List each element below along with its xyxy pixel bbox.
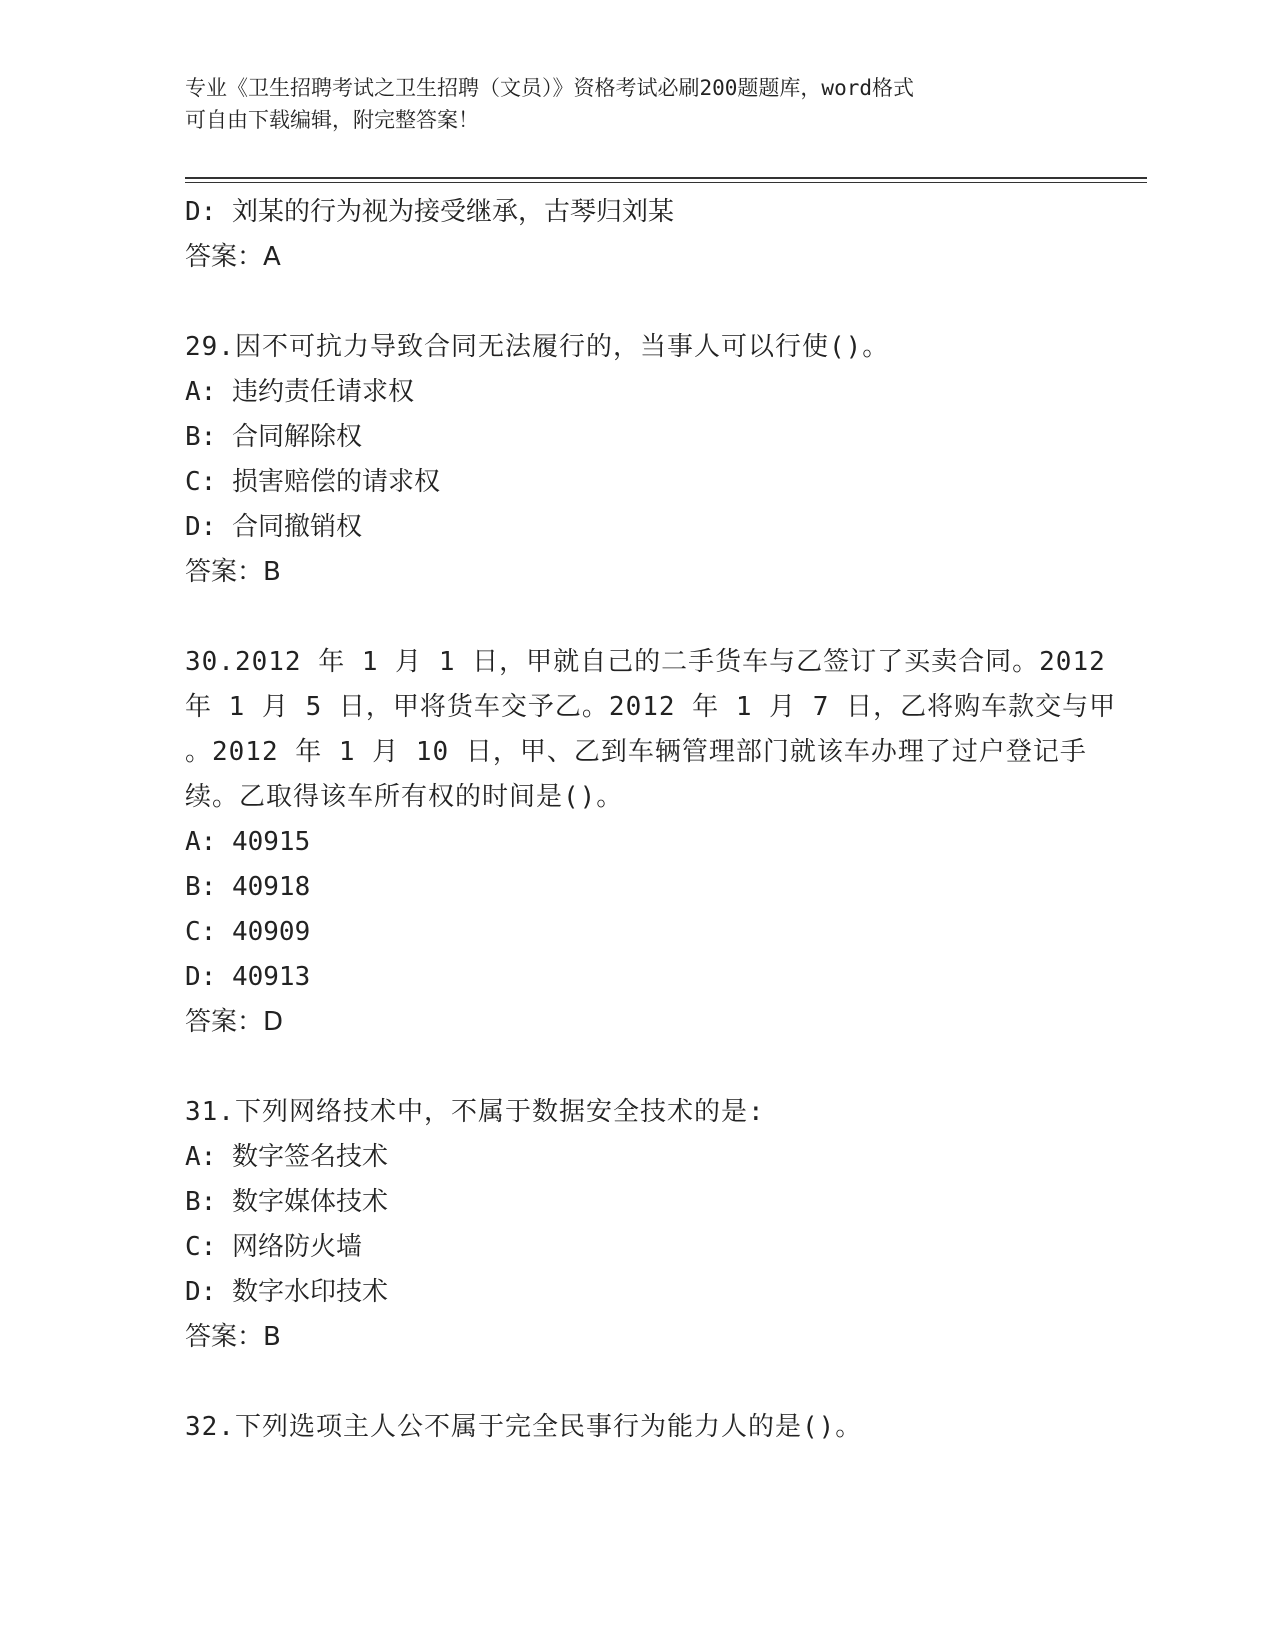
answer: 答案：B bbox=[185, 1322, 281, 1352]
question-text: 29.因不可抗力导致合同无法履行的，当事人可以行使()。 bbox=[185, 332, 890, 362]
question-29 bbox=[185, 325, 1085, 595]
option-b: B: 合同解除权 bbox=[185, 422, 362, 452]
option-d: D: 合同撤销权 bbox=[185, 512, 362, 542]
option-d: D: 40913 bbox=[185, 962, 311, 992]
answer: 答案：B bbox=[185, 557, 281, 587]
option-c: C: 网络防火墙 bbox=[185, 1232, 362, 1262]
option-b: B: 40918 bbox=[185, 872, 311, 902]
document-header bbox=[185, 72, 1085, 136]
option-a: A: 40915 bbox=[185, 827, 311, 857]
header-rule-thin bbox=[185, 182, 1147, 183]
question-text-line: 。2012 年 1 月 10 日，甲、乙到车辆管理部门就该车办理了过户登记手 bbox=[185, 737, 1087, 767]
prev-answer: 答案：A bbox=[185, 242, 281, 272]
question-list bbox=[185, 190, 1117, 1450]
answer: 答案：D bbox=[185, 1007, 284, 1037]
header-title-line-1: 专业《卫生招聘考试之卫生招聘（文员）》资格考试必刷200题题库，word格式 bbox=[185, 76, 914, 100]
option-b: B: 数字媒体技术 bbox=[185, 1187, 388, 1217]
option-c: C: 损害赔偿的请求权 bbox=[185, 467, 440, 497]
question-31 bbox=[185, 1090, 1085, 1360]
question-text: 31.下列网络技术中，不属于数据安全技术的是: bbox=[185, 1097, 765, 1127]
question-30 bbox=[185, 640, 1117, 1045]
option-a: A: 数字签名技术 bbox=[185, 1142, 388, 1172]
option-c: C: 40909 bbox=[185, 917, 311, 947]
question-text-line: 30.2012 年 1 月 1 日，甲就自己的二手货车与乙签订了买卖合同。2012 bbox=[185, 647, 1106, 677]
question-32 bbox=[185, 1405, 1085, 1450]
question-text-line: 续。乙取得该车所有权的时间是()。 bbox=[185, 782, 624, 812]
question-text-line: 年 1 月 5 日，甲将货车交予乙。2012 年 1 月 7 日，乙将购车款交与甲 bbox=[185, 692, 1117, 722]
prev-option-d: D: 刘某的行为视为接受继承，古琴归刘某 bbox=[185, 197, 674, 227]
option-a: A: 违约责任请求权 bbox=[185, 377, 414, 407]
header-title-line-2: 可自由下载编辑，附完整答案！ bbox=[185, 108, 479, 132]
question-text: 32.下列选项主人公不属于完全民事行为能力人的是()。 bbox=[185, 1412, 863, 1442]
header-rule-thick bbox=[185, 177, 1147, 179]
option-d: D: 数字水印技术 bbox=[185, 1277, 388, 1307]
